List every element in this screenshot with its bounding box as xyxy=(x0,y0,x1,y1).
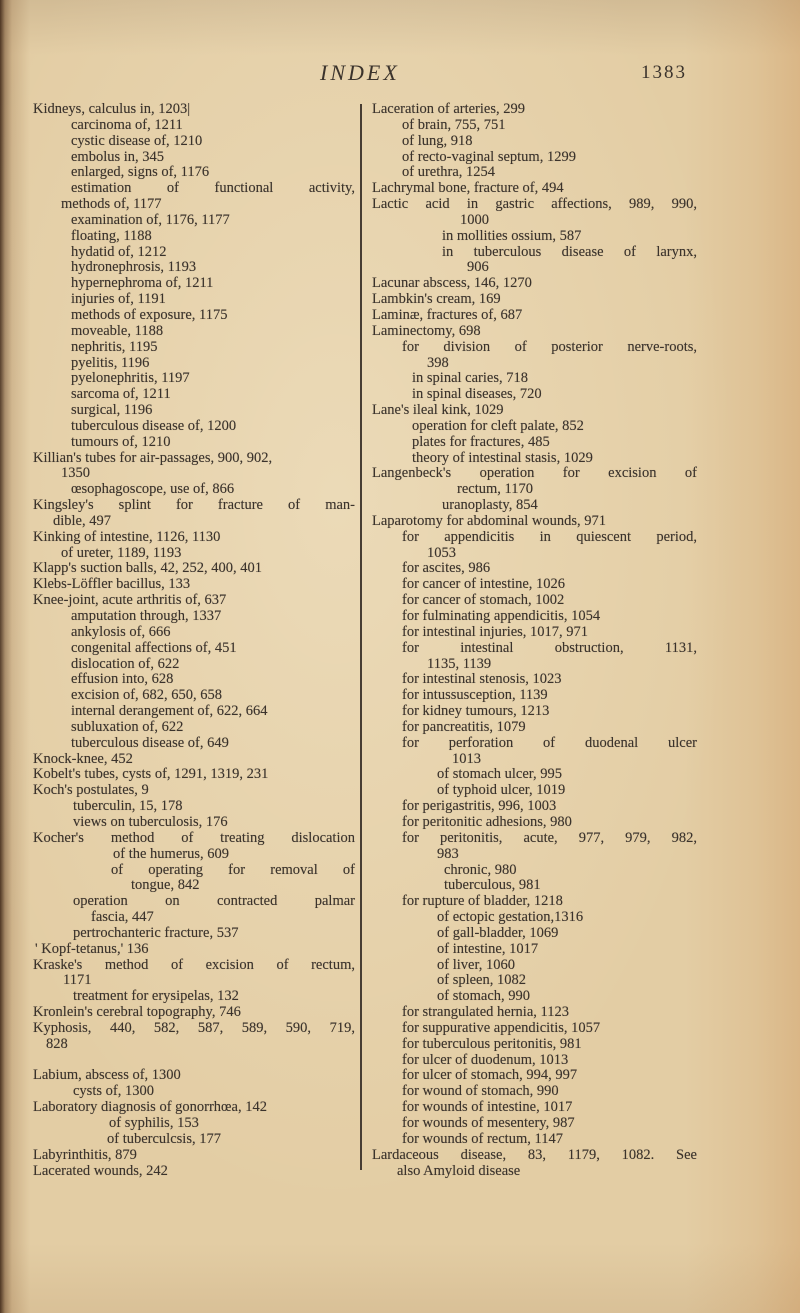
index-entry-line: of lung, 918 xyxy=(402,132,473,149)
index-entry-line: 398 xyxy=(427,354,449,371)
index-entry-line: of recto-vaginal septum, 1299 xyxy=(402,148,576,165)
index-entry-line: œsophagoscope, use of, 866 xyxy=(71,481,235,498)
index-entry-line: of spleen, 1082 xyxy=(437,972,526,989)
index-entry-line: for peritonitic adhesions, 980 xyxy=(402,813,572,830)
index-entry-line: Laminæ, fractures of, 687 xyxy=(372,306,523,323)
index-entry-line: Lachrymal bone, fracture of, 494 xyxy=(372,180,564,197)
index-entry-line: internal derangement of, 622, 664 xyxy=(71,703,268,720)
index-entry-line: views on tuberculosis, 176 xyxy=(73,813,228,830)
index-entry-line: of ureter, 1189, 1193 xyxy=(61,544,182,561)
index-entry-line: of urethra, 1254 xyxy=(402,164,496,181)
index-entry-line: of tuberculcsis, 177 xyxy=(107,1130,221,1147)
index-entry-line: Langenbeck's operation for excision of xyxy=(372,465,697,482)
index-entry-line: Klapp's suction balls, 42, 252, 400, 401 xyxy=(33,560,262,577)
blank-line xyxy=(33,1053,355,1069)
index-entry-line: Kinking of intestine, 1126, 1130 xyxy=(33,528,221,545)
index-entry-line: uranoplasty, 854 xyxy=(442,497,538,514)
index-entry-line: 828 xyxy=(46,1035,68,1052)
index-entry-line: Labyrinthitis, 879 xyxy=(33,1146,137,1163)
index-entry-line: surgical, 1196 xyxy=(71,402,153,419)
index-entry-line: pyelonephritis, 1197 xyxy=(71,370,190,387)
index-entry-line: dible, 497 xyxy=(53,512,111,529)
index-entry-line: for tuberculous peritonitis, 981 xyxy=(402,1035,582,1052)
index-entry-line: effusion into, 628 xyxy=(71,671,174,688)
index-entry-line: for perforation of duodenal ulcer xyxy=(402,734,697,751)
index-entry-line: ankylosis of, 666 xyxy=(71,623,171,640)
index-entry-line: for suppurative appendicitis, 1057 xyxy=(402,1019,601,1036)
index-entry-line: methods of exposure, 1175 xyxy=(71,306,228,323)
index-entry-line: for intestinal stenosis, 1023 xyxy=(402,671,562,688)
index-entry-line: excision of, 682, 650, 658 xyxy=(71,687,223,704)
index-entry-line: of intestine, 1017 xyxy=(437,940,539,957)
index-entry-line: for kidney tumours, 1213 xyxy=(402,703,550,720)
page-number: 1383 xyxy=(641,62,687,83)
index-entry-line: Lambkin's cream, 169 xyxy=(372,291,501,308)
index-entry-line: Lacunar abscess, 146, 1270 xyxy=(372,275,532,292)
index-entry-line: Laparotomy for abdominal wounds, 971 xyxy=(372,512,606,529)
index-entry-line: for appendicitis in quiescent period, xyxy=(402,528,697,545)
index-entry-line: in tuberculous disease of larynx, xyxy=(442,243,697,260)
index-entry-line: 1350 xyxy=(61,465,90,482)
index-entry-line: nephritis, 1195 xyxy=(71,338,158,355)
index-entry-line: amputation through, 1337 xyxy=(71,608,222,624)
index-entry-line: Kobelt's tubes, cysts of, 1291, 1319, 231 xyxy=(33,766,269,783)
index-entry-line: pyelitis, 1196 xyxy=(71,354,150,371)
index-entry-line: for cancer of stomach, 1002 xyxy=(402,592,565,609)
index-entry-line: of ectopic gestation,1316 xyxy=(437,909,584,926)
index-entry-line: 906 xyxy=(467,259,489,276)
index-entry-line: 1000 xyxy=(460,211,489,228)
index-entry-line: of stomach ulcer, 995 xyxy=(437,766,563,783)
index-entry-line: tuberculous, 981 xyxy=(444,877,541,894)
index-entry-line: for perigastritis, 996, 1003 xyxy=(402,798,557,815)
index-entry-line: sarcoma of, 1211 xyxy=(71,386,171,403)
page-title: INDEX xyxy=(320,60,400,85)
index-entry-line: Kraske's method of excision of rectum, xyxy=(33,956,355,973)
index-entry-line: Killian's tubes for air-passages, 900, 902, xyxy=(33,449,273,466)
index-entry-line: for intestinal injuries, 1017, 971 xyxy=(402,623,589,640)
index-entry-line: tumours of, 1210 xyxy=(71,433,171,450)
index-entry-line: chronic, 980 xyxy=(444,861,517,878)
index-entry-line: for rupture of bladder, 1218 xyxy=(402,893,563,910)
index-entry-line: Lane's ileal kink, 1029 xyxy=(372,402,504,419)
index-entry-line: Lactic acid in gastric affections, 989, 990, xyxy=(372,196,697,213)
index-entry-line: moveable, 1188 xyxy=(71,322,164,339)
index-entry-line: Laboratory diagnosis of gonorrhœa, 142 xyxy=(33,1099,267,1116)
index-entry-line: for fulminating appendicitis, 1054 xyxy=(402,608,601,624)
index-entry-line: hypernephroma of, 1211 xyxy=(71,275,214,292)
index-entry-line: rectum, 1170 xyxy=(457,481,533,498)
index-entry-line: 1013 xyxy=(452,750,481,767)
index-entry-line: in spinal caries, 718 xyxy=(412,370,528,387)
index-entry-line: fascia, 447 xyxy=(91,909,154,926)
index-entry-line: Laceration of arteries, 299 xyxy=(372,101,525,117)
index-entry-line: Kyphosis, 440, 582, 587, 589, 590, 719, xyxy=(33,1019,355,1036)
index-entry-line: theory of intestinal stasis, 1029 xyxy=(412,449,593,466)
index-entry-line: of stomach, 990 xyxy=(437,988,531,1005)
index-entry-line: cystic disease of, 1210 xyxy=(71,132,203,149)
index-entry-line: pertrochanteric fracture, 537 xyxy=(73,924,239,941)
index-entry-line: ' Kopf-tetanus,' 136 xyxy=(35,940,149,957)
index-entry-line: of syphilis, 153 xyxy=(109,1115,199,1131)
index-entry-line: for pancreatitis, 1079 xyxy=(402,718,526,735)
index-entry-line: Kingsley's splint for fracture of man- xyxy=(33,497,355,514)
index-entry-line: enlarged, signs of, 1176 xyxy=(71,164,210,181)
index-entry-line: carcinoma of, 1211 xyxy=(71,116,183,133)
index-entry-line: Lardaceous disease, 83, 1179, 1082. See xyxy=(372,1146,697,1163)
index-entry-line: tongue, 842 xyxy=(131,877,200,894)
index-entry-line: Koch's postulates, 9 xyxy=(33,782,149,799)
index-entry-line: for wounds of mesentery, 987 xyxy=(402,1115,575,1131)
index-entry-line: dislocation of, 622 xyxy=(71,655,180,672)
column-divider-rule xyxy=(360,104,362,1170)
index-entry-line: 983 xyxy=(437,845,459,862)
index-entry-line: estimation of functional activity, xyxy=(71,180,355,197)
index-entry-line: embolus in, 345 xyxy=(71,148,165,165)
index-entry-line: of gall-bladder, 1069 xyxy=(437,924,559,941)
index-entry-line: for ascites, 986 xyxy=(402,560,491,577)
index-entry-line: operation for cleft palate, 852 xyxy=(412,417,584,434)
index-entry-line: subluxation of, 622 xyxy=(71,718,184,735)
index-entry-line: Kidneys, calculus in, 1203| xyxy=(33,101,191,117)
index-entry-line: for ulcer of stomach, 994, 997 xyxy=(402,1067,578,1084)
index-entry-line: for wound of stomach, 990 xyxy=(402,1083,559,1100)
index-entry-line: Klebs-Löffler bacillus, 133 xyxy=(33,576,191,593)
index-entry-line: for peritonitis, acute, 977, 979, 982, xyxy=(402,829,697,846)
index-entry-line: Labium, abscess of, 1300 xyxy=(33,1067,181,1084)
index-entry-line: treatment for erysipelas, 132 xyxy=(73,988,239,1005)
index-entry-line: in spinal diseases, 720 xyxy=(412,386,542,403)
index-entry-line: of operating for removal of xyxy=(111,861,355,878)
index-entry-line: for ulcer of duodenum, 1013 xyxy=(402,1051,569,1068)
index-entry-line: plates for fractures, 485 xyxy=(412,433,550,450)
index-entry-line: Kronlein's cerebral topography, 746 xyxy=(33,1004,241,1021)
index-right-column xyxy=(372,102,697,1179)
index-entry-line: floating, 1188 xyxy=(71,227,152,244)
index-entry-line: Laminectomy, 698 xyxy=(372,322,481,339)
index-entry-line: of typhoid ulcer, 1019 xyxy=(437,782,566,799)
index-entry-line: of the humerus, 609 xyxy=(113,845,229,862)
index-entry-line: tuberculous disease of, 1200 xyxy=(71,417,237,434)
index-entry-line: for cancer of intestine, 1026 xyxy=(402,576,566,593)
index-entry-line: Lacerated wounds, 242 xyxy=(33,1162,168,1179)
index-entry-line: for division of posterior nerve-roots, xyxy=(402,338,697,355)
index-entry-line: cysts of, 1300 xyxy=(73,1083,154,1100)
index-entry-line: operation on contracted palmar xyxy=(73,893,355,910)
index-entry-line: 1053 xyxy=(427,544,456,561)
index-entry-line: for wounds of intestine, 1017 xyxy=(402,1099,573,1116)
index-entry-line: for wounds of rectum, 1147 xyxy=(402,1130,563,1147)
index-entry-line: hydronephrosis, 1193 xyxy=(71,259,197,276)
index-entry-line: Knock-knee, 452 xyxy=(33,750,133,767)
index-entry-line: tuberculous disease of, 649 xyxy=(71,734,229,751)
index-entry-line: 1171 xyxy=(63,972,92,989)
index-entry-line: for intussusception, 1139 xyxy=(402,687,548,704)
index-left-column xyxy=(33,102,355,1179)
index-entry-line: injuries of, 1191 xyxy=(71,291,166,308)
index-entry-line: examination of, 1176, 1177 xyxy=(71,211,230,228)
index-entry-line: of brain, 755, 751 xyxy=(402,116,506,133)
index-entry-line: Knee-joint, acute arthritis of, 637 xyxy=(33,592,227,609)
index-entry-line: for strangulated hernia, 1123 xyxy=(402,1004,569,1021)
index-entry-line: of liver, 1060 xyxy=(437,956,515,973)
index-entry-line: tuberculin, 15, 178 xyxy=(73,798,183,815)
index-entry-line: for intestinal obstruction, 1131, xyxy=(402,639,697,656)
index-entry-line: congenital affections of, 451 xyxy=(71,639,237,656)
index-entry-line: methods of, 1177 xyxy=(61,196,162,213)
index-entry-line: also Amyloid disease xyxy=(397,1162,521,1179)
index-entry-line: hydatid of, 1212 xyxy=(71,243,167,260)
index-entry-line: 1135, 1139 xyxy=(427,655,492,672)
index-entry-line: in mollities ossium, 587 xyxy=(442,227,582,244)
index-entry-line: Kocher's method of treating dislocation xyxy=(33,829,355,846)
